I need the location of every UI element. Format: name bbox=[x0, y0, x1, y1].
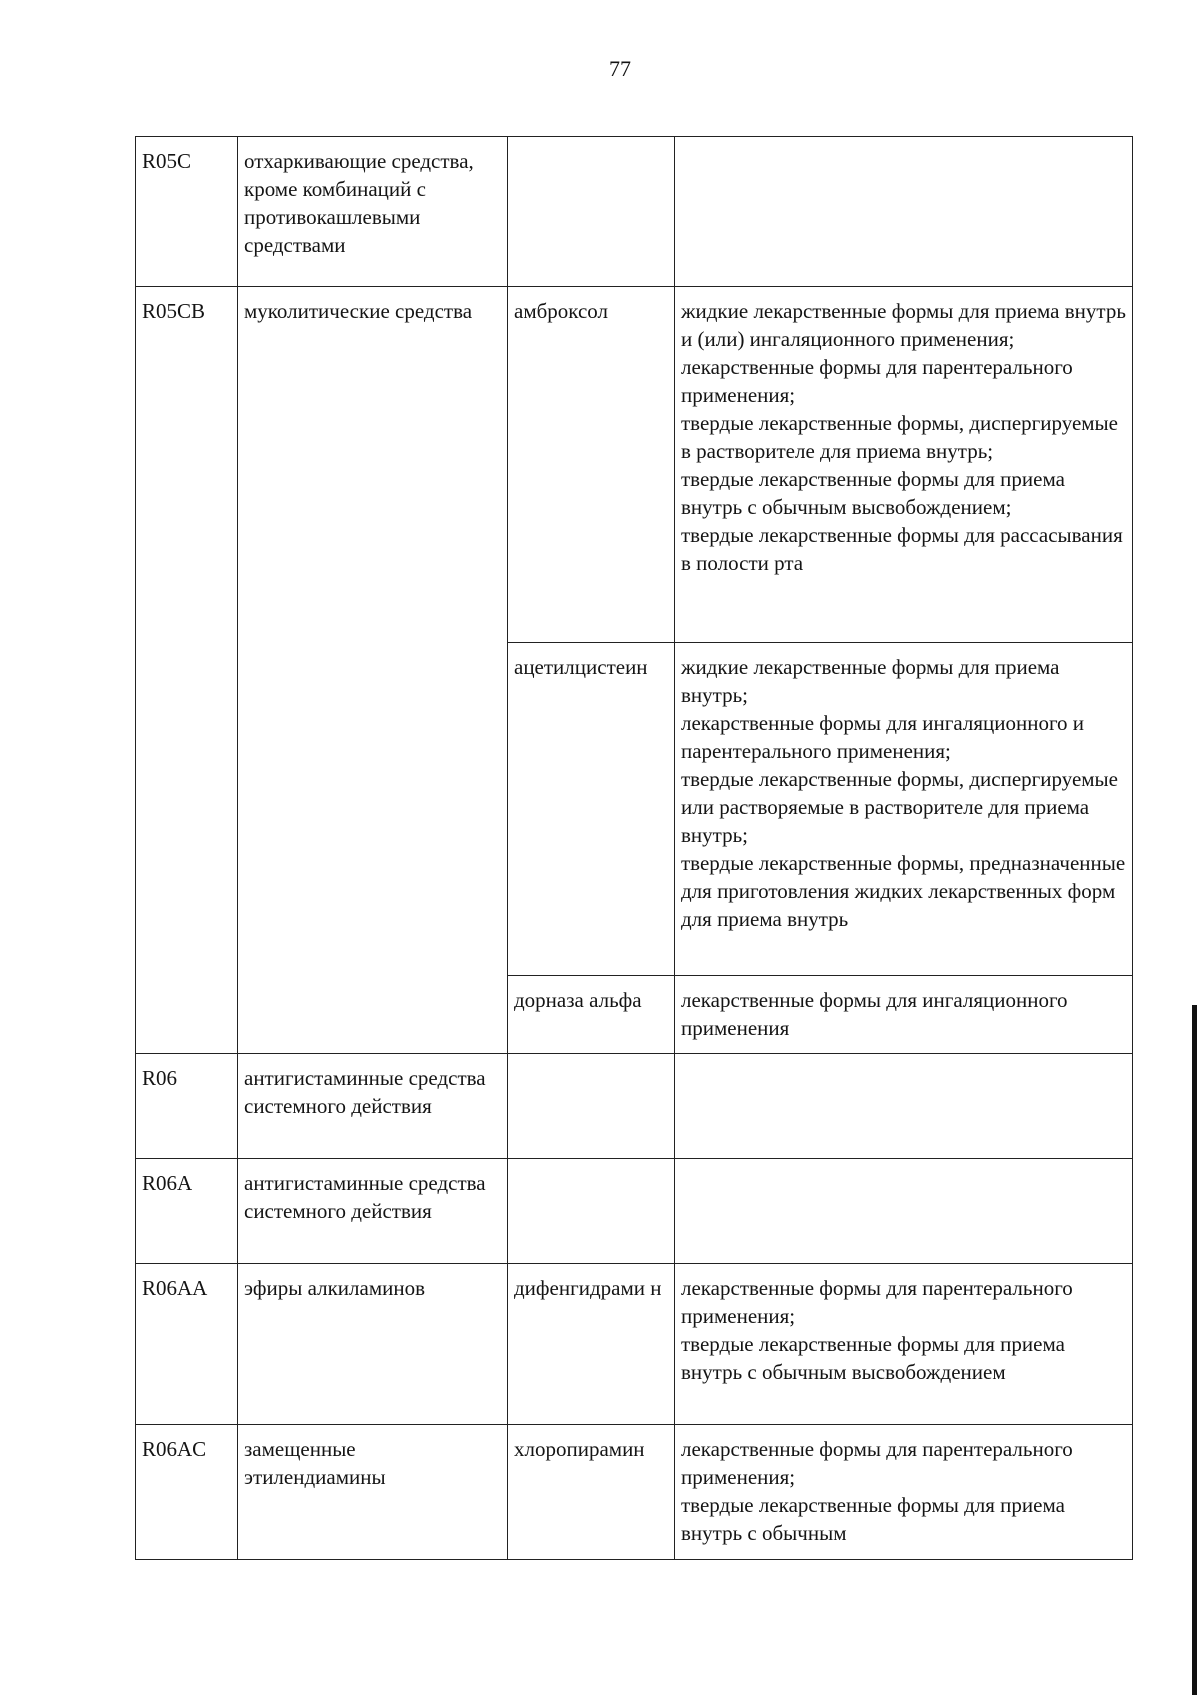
table-row bbox=[136, 137, 1133, 287]
dosage-forms bbox=[675, 287, 1133, 643]
drug-name bbox=[508, 1159, 675, 1264]
atc-code: R06AC bbox=[136, 1425, 238, 1560]
dosage-form: твердые лекарственные формы для рассасывания в полости рта bbox=[681, 523, 1123, 575]
atc-code: R06A bbox=[136, 1159, 238, 1264]
table-row bbox=[136, 1159, 1133, 1264]
atc-code: R05C bbox=[136, 137, 238, 287]
table-row bbox=[136, 1425, 1133, 1560]
dosage-forms bbox=[675, 643, 1133, 976]
drug-name: ацетилцистеин bbox=[508, 643, 675, 976]
dosage-form: твердые лекарственные формы, диспергируемые или растворяемые в растворителе для приема внутрь; bbox=[681, 767, 1118, 847]
dosage-form: твердые лекарственные формы, диспергируемые в растворителе для приема внутрь; bbox=[681, 411, 1118, 463]
dosage-forms bbox=[675, 1425, 1133, 1560]
dosage-form: лекарственные формы для парентерального применения; bbox=[681, 1437, 1073, 1489]
atc-code: R06AA bbox=[136, 1264, 238, 1425]
dosage-forms bbox=[675, 1159, 1133, 1264]
dosage-form: лекарственные формы для парентерального применения; bbox=[681, 355, 1073, 407]
dosage-form: жидкие лекарственные формы для приема внутрь и (или) ингаляционного применения; bbox=[681, 299, 1126, 351]
drug-name: хлоропирамин bbox=[508, 1425, 675, 1560]
page-number: 77 bbox=[609, 56, 631, 81]
dosage-form: твердые лекарственные формы для приема внутрь с обычным высвобождением bbox=[681, 1332, 1065, 1384]
table-row bbox=[136, 1054, 1133, 1159]
dosage-form: жидкие лекарственные формы для приема внутрь; bbox=[681, 655, 1060, 707]
dosage-form: твердые лекарственные формы для приема внутрь с обычным высвобождением; bbox=[681, 467, 1065, 519]
dosage-forms bbox=[675, 1264, 1133, 1425]
atc-code: R06 bbox=[136, 1054, 238, 1159]
drug-name: дифенгидрами н bbox=[508, 1264, 675, 1425]
group-name: замещенные этилендиамины bbox=[238, 1425, 508, 1560]
drug-name: амброксол bbox=[508, 287, 675, 643]
dosage-form: твердые лекарственные формы, предназначенные для приготовления жидких лекарственных форм для приема внутрь bbox=[681, 851, 1126, 931]
dosage-form: лекарственные формы для ингаляционного применения bbox=[681, 988, 1068, 1040]
dosage-forms bbox=[675, 1054, 1133, 1159]
group-name: антигистаминные средства системного действия bbox=[238, 1054, 508, 1159]
dosage-form: твердые лекарственные формы для приема внутрь с обычным bbox=[681, 1493, 1065, 1545]
dosage-form: лекарственные формы для парентерального применения; bbox=[681, 1276, 1073, 1328]
scan-edge-line bbox=[1192, 1005, 1197, 1695]
group-name: муколитические средства bbox=[238, 287, 508, 1054]
drug-table bbox=[135, 136, 1133, 1560]
drug-name bbox=[508, 137, 675, 287]
table-row bbox=[136, 1264, 1133, 1425]
drug-name: дорназа альфа bbox=[508, 976, 675, 1054]
group-name: антигистаминные средства системного действия bbox=[238, 1159, 508, 1264]
atc-code: R05CB bbox=[136, 287, 238, 1054]
group-name: отхаркивающие средства, кроме комбинаций с противокашлевыми средствами bbox=[238, 137, 508, 287]
dosage-forms bbox=[675, 976, 1133, 1054]
drug-name bbox=[508, 1054, 675, 1159]
table-row bbox=[136, 287, 1133, 643]
group-name: эфиры алкиламинов bbox=[238, 1264, 508, 1425]
dosage-forms bbox=[675, 137, 1133, 287]
dosage-form: лекарственные формы для ингаляционного и парентерального применения; bbox=[681, 711, 1085, 763]
